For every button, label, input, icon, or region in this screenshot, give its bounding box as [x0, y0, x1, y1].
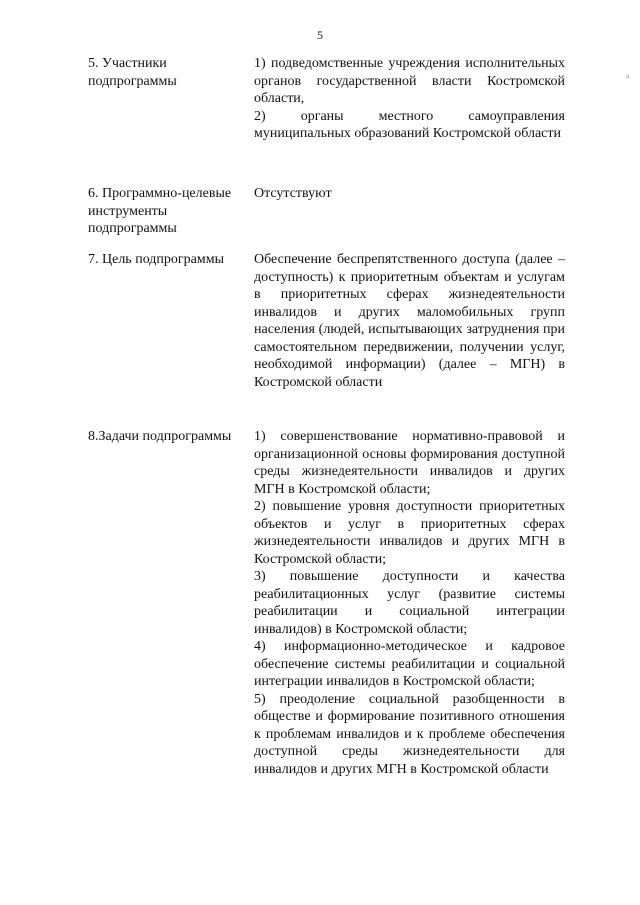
row-participants	[0, 55, 640, 185]
row-content	[254, 55, 565, 143]
list-item: 2) повышение уровня доступности приоритетных объектов и услуг в приоритетных сферах жизнедеятельности инвалидов и других МГН в Костромской области;	[254, 499, 565, 567]
row-content	[254, 185, 565, 203]
row-instruments	[0, 185, 640, 251]
list-item: 3) повышение доступности и качества реабилитационных услуг (развитие системы реабилитации и социальной интеграции инвалидов) в Костромской области;	[254, 569, 565, 637]
page-number: 5	[317, 28, 323, 42]
row-content	[254, 428, 565, 778]
row-tasks	[0, 428, 640, 848]
list-item: 5) преодоление социальной разобщенности в обществе и формирование позитивного отношения к проблемам инвалидов и к проблеме обеспечения доступной среды жизнедеятельности для инвалидов и других МГН в Костромской области	[254, 691, 565, 777]
list-item: Отсутствуют	[254, 186, 332, 201]
row-label: 6. Программно-целевые инструменты подпрограммы	[88, 186, 232, 236]
row-goal	[0, 251, 640, 428]
margin-mark: а	[626, 72, 630, 80]
list-item: 2) органы местного самоуправления муниципальных образований Костромской области	[254, 108, 565, 141]
list-item: 4) информационно-методическое и кадровое обеспечение системы реабилитации и социальной интеграции инвалидов в Костромской области;	[254, 639, 565, 689]
row-label: 8.Задачи подпрограммы	[88, 429, 232, 444]
list-item: Обеспечение беспрепятственного доступа (далее – доступность) к приоритетным объектам и услугам в приоритетных сферах жизнедеятельности инвалидов и других маломобильных групп населения (людей, испытывающих затруднения при самостоятельном передвижении, получении услуг, необходимой информации) (далее – МГН) в Костромской области	[254, 252, 565, 390]
row-label: 5. Участники подпрограммы	[88, 56, 177, 89]
list-item: 1) совершенствование нормативно-правовой и организационной основы формирования доступной среды жизнедеятельности инвалидов и других МГН в Костромской области;	[254, 429, 565, 497]
list-item: 1) подведомственные учреждения исполнительных органов государственной власти Костромской области,	[254, 56, 565, 106]
row-label: 7. Цель подпрограммы	[88, 252, 224, 267]
row-content	[254, 251, 565, 391]
passport-table	[0, 55, 640, 848]
